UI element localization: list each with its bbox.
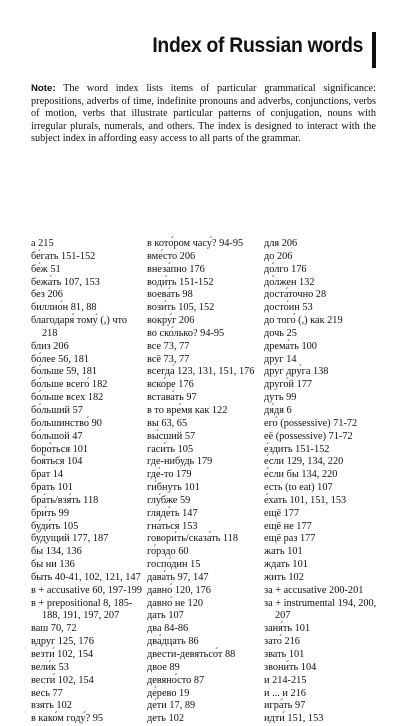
index-entry: всё 73, 77 [147, 353, 190, 365]
index-entry: где́-то 179 [147, 469, 192, 481]
index-entry: весь 77 [31, 687, 63, 699]
index-entry: двести-девятьсо́т 88 [147, 649, 236, 660]
index-entry: а 215 [31, 238, 54, 249]
index-entry: вокру́г 206 [147, 315, 195, 327]
index-entry: вы 63, 65 [147, 417, 188, 429]
index-entry: глу́бже 59 [147, 494, 191, 506]
index-entry: ещё не 177 [264, 520, 312, 532]
index-entry: давно́ 120, 176 [147, 584, 211, 596]
index-entry: её (possessive) 71-72 [264, 430, 353, 442]
index-entry: внеза́пно 176 [147, 263, 205, 275]
index-entry: друг 14 [264, 353, 297, 365]
index-entry: зато́ 216 [264, 636, 300, 648]
index-entry: и ... и 216 [264, 687, 306, 699]
index-entry: жить 102 [264, 571, 304, 583]
note-label: Note: [31, 83, 56, 94]
index-entry: бо́льше всех 182 [31, 392, 104, 404]
index-entry: биллио́н 81, 88 [31, 302, 97, 314]
index-entry: бежа́ть 107, 153 [31, 276, 100, 288]
index-entry: бе́гать 151-152 [31, 250, 96, 262]
note-paragraph [31, 83, 376, 146]
index-entry: взять 102 [31, 700, 72, 712]
index-entry: деть 102 [147, 713, 185, 725]
index-entry: заня́ть 101 [264, 623, 311, 635]
index-entry: ги́бнуть 101 [147, 482, 200, 494]
index-entry: дрема́ть 100 [264, 340, 317, 352]
index-entry: бри́ть 99 [31, 507, 69, 519]
index-entry: бе́ж 51 [31, 263, 61, 275]
index-entry: е́сли бы 134, 220 [264, 469, 338, 481]
index-entry: в кото́ром часу́? 94-95 [147, 238, 244, 249]
index-entry: и 214-215 [264, 674, 307, 686]
index-entry: говори́ть/сказа́ть 118 [147, 533, 238, 545]
index-entry: гаси́ть 105 [147, 443, 194, 455]
index-entry: без 206 [31, 289, 63, 301]
index-entry: в то вре́мя как 122 [147, 404, 228, 416]
index-entry: бы ни 136 [31, 559, 75, 571]
index-entry: госпо́дин 15 [147, 559, 201, 571]
index-entry: до 206 [264, 250, 293, 262]
index-entry: вози́ть 105, 152 [147, 302, 215, 314]
index-entry: е́сли 129, 134, 220 [264, 456, 344, 468]
index-entry: вско́ре 176 [147, 379, 194, 391]
index-entry: двое 89 [147, 661, 180, 673]
index-entry: звать 101 [264, 649, 305, 660]
index-entry: вели́к 53 [31, 661, 69, 673]
index-entry: за + instrumental 194, 200, 207 [264, 597, 377, 622]
index-column-3 [264, 238, 382, 726]
index-column-1 [31, 238, 141, 726]
index-entry: ваш 70, 72 [31, 623, 77, 635]
index-entry: друг дру́га 138 [264, 366, 329, 378]
index-entry: ждать 101 [264, 559, 308, 571]
index-entry: благодаря́ тому́ (,) что 218 [31, 315, 128, 339]
index-entry: дава́ть 97, 147 [147, 571, 209, 583]
index-entry: давно́ не 120 [147, 597, 204, 609]
index-entry: брать 101 [31, 482, 73, 494]
index-entry: в + accusative 60, 197-199 [31, 584, 143, 596]
index-entry: всегда́ 123, 131, 151, 176 [147, 366, 255, 378]
index-entry: быть 40-41, 102, 121, 147 [31, 571, 141, 583]
index-entry: дуть 99 [264, 392, 297, 404]
index-entry: доста́точно 28 [264, 289, 327, 301]
index-entry: досто́ин 53 [264, 302, 313, 314]
index-entry: бо́льший 57 [31, 404, 83, 416]
index-entry: большинство́ 90 [31, 417, 102, 429]
index-entry: бу́дущий 177, 187 [31, 533, 109, 545]
index-entry: до́лжен 132 [264, 276, 315, 288]
index-entry: звони́ть 104 [264, 661, 317, 673]
index-entry: е́здить 151-152 [264, 443, 330, 455]
index-entry: за + accusative 200-201 [264, 584, 364, 596]
index-entry: вме́сто 206 [147, 250, 196, 262]
index-entry: его́ (possessive) 71-72 [264, 417, 358, 429]
index-entry: вести́ 102, 154 [31, 674, 94, 686]
index-entry: брат 14 [31, 469, 64, 481]
index-entry: в како́м году́? 95 [31, 713, 104, 725]
index-entry: дать 107 [147, 610, 184, 622]
index-entry: бо́лее 56, 181 [31, 353, 89, 365]
index-entry: бы 134, 136 [31, 546, 82, 558]
index-entry: боя́ться 104 [31, 456, 83, 468]
index-entry: води́ть 151-152 [147, 276, 214, 288]
index-entry: где-нибудь 179 [147, 456, 213, 468]
index-entry: встава́ть 97 [147, 392, 197, 404]
index-entry: бра́ть/взя́ть 118 [31, 494, 99, 506]
note-text: The word index lists items of particular grammatical significance: prepositions, adverbs of time, indefinite pronouns and adverbs, conjunctions, verbs of motion, verbs that illustrate particular patterns of conjugation, nouns with irregular plurals, numerals, and others. The index is designed to interact with the subject index in affording easy access to all parts of the grammar. [31, 83, 376, 145]
index-entry: воева́ть 98 [147, 289, 193, 301]
index-entry: бо́льшой 47 [31, 430, 83, 442]
index-entry: до́лго 176 [264, 263, 307, 275]
index-entry: во ско́лько? 94-95 [147, 327, 225, 339]
index-entry: друго́й 177 [264, 379, 313, 391]
index-entry: все 73, 77 [147, 340, 190, 352]
index-entry: в + prepositional 8, 185-188, 191, 197, 207 [31, 597, 133, 622]
index-entry: е́хать 101, 151, 153 [264, 494, 347, 506]
index-entry: ещё 177 [264, 507, 300, 519]
index-entry: везти́ 102, 154 [31, 649, 94, 660]
index-entry: дя́дя 6 [264, 404, 292, 416]
index-entry: дочь 25 [264, 327, 297, 339]
index-entry: гна́ться 153 [147, 520, 198, 532]
title-bar-decoration [372, 32, 376, 68]
index-entry: боро́ться 101 [31, 443, 89, 455]
index-entry: девяно́сто 87 [147, 674, 205, 686]
page-title: Index of Russian words [152, 34, 363, 57]
index-entry: гляде́ть 147 [147, 507, 198, 519]
index-entry: есть (to eat) 107 [264, 482, 333, 494]
index-entry: идти́ 151, 153 [264, 713, 324, 725]
index-entry: вдруг 125, 176 [31, 636, 94, 648]
index-entry: бо́льше 59, 181 [31, 366, 98, 378]
index-entry: два 84-86 [147, 623, 189, 635]
index-entry: бо́льше всего́ 182 [31, 379, 108, 391]
index-entry: для 206 [264, 238, 298, 249]
index-entry: два́дцать 86 [147, 636, 199, 648]
index-column-2 [147, 238, 265, 726]
index-entry: ещё раз 177 [264, 533, 316, 545]
index-entry: буди́ть 105 [31, 520, 79, 532]
index-entry: вы́сший 57 [147, 430, 196, 442]
index-entry: де́ти 17, 89 [147, 700, 196, 712]
index-entry: де́рево 19 [147, 687, 190, 699]
index-entry: жать 101 [264, 546, 303, 558]
index-entry: до того́ (,) как 219 [264, 315, 343, 327]
index-entry: игра́ть 97 [264, 700, 306, 712]
index-entry: близ 206 [31, 340, 69, 352]
index-entry: го́рздо 60 [147, 546, 189, 558]
